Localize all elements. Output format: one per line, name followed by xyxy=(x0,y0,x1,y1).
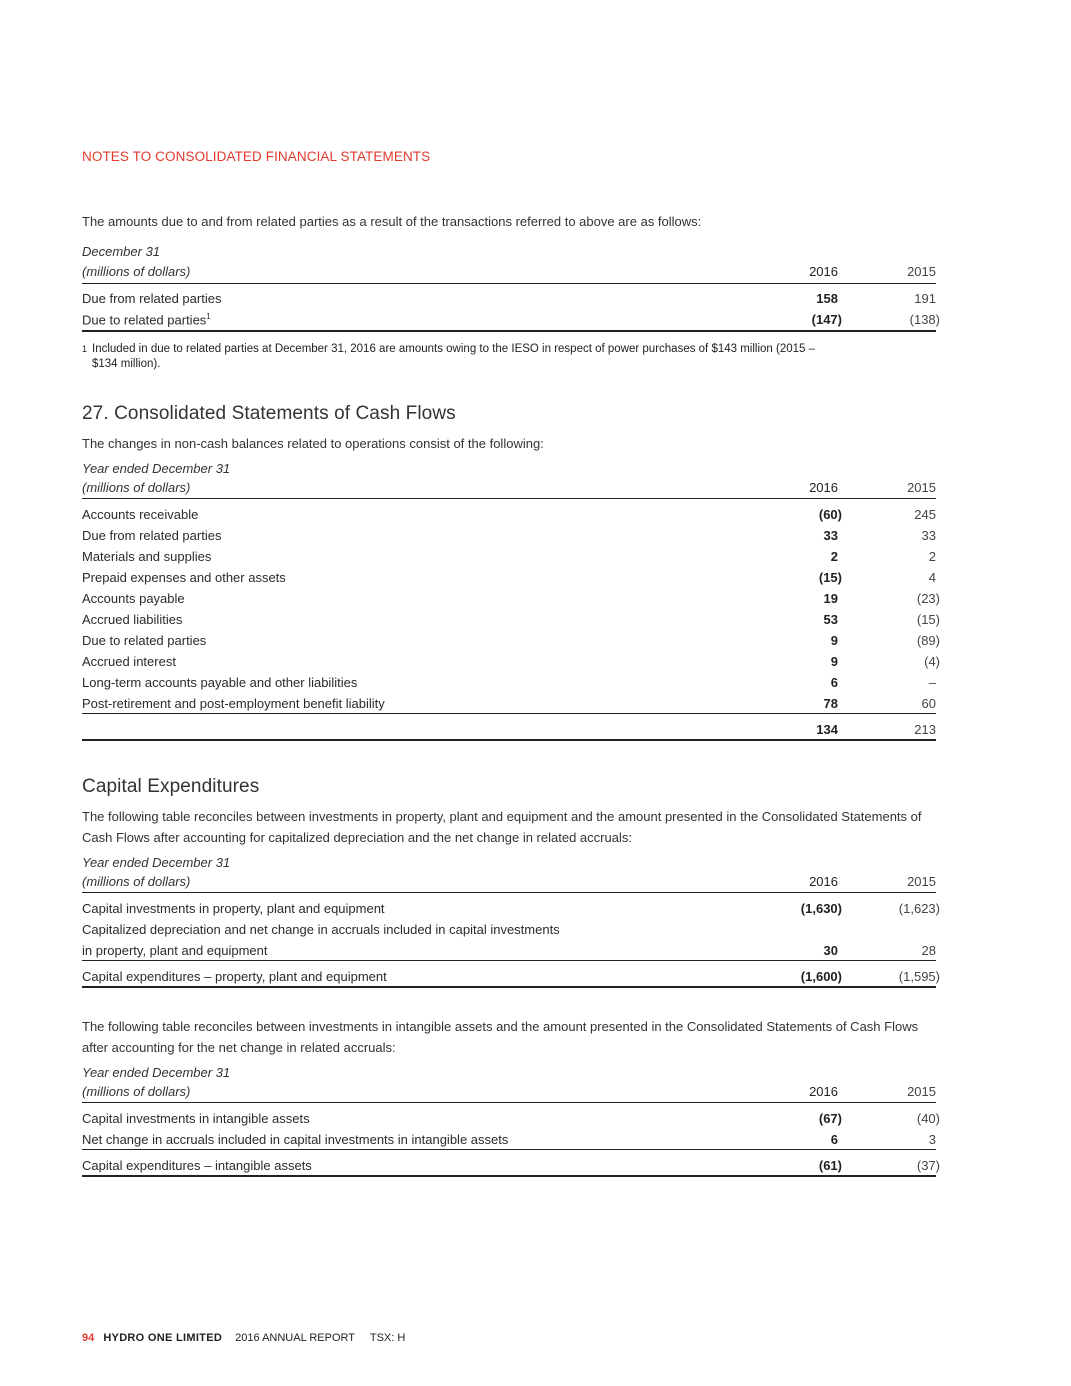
col-2015: 2015 xyxy=(907,264,936,279)
footnote: 1 Included in due to related parties at December 31, 2016 are amounts owing to the IESO in respect of power purchases of $143 million (2015 – $134 million). xyxy=(82,343,816,370)
section-title: 27. Consolidated Statements of Cash Flows xyxy=(82,403,456,424)
page-footer xyxy=(82,1332,405,1344)
table-row: Due from related parties 33 33 xyxy=(82,528,936,543)
total-row: 134 213 xyxy=(816,722,936,737)
table-row: Capital investments in property, plant and equipment (1,630) (1,623) xyxy=(82,901,940,916)
divider xyxy=(82,330,936,332)
company-name: HYDRO ONE LIMITED xyxy=(103,1332,223,1344)
table-row: Accounts payable 19 (23) xyxy=(82,591,940,606)
table-row: Net change in accruals included in capital investments in intangible assets 6 3 xyxy=(82,1132,936,1147)
total-row: Capital expenditures – intangible assets (61) (37) xyxy=(82,1158,940,1173)
divider xyxy=(82,1149,936,1150)
table-row: Post-retirement and post-employment benefit liability 78 60 xyxy=(82,696,936,711)
section-header: NOTES TO CONSOLIDATED FINANCIAL STATEMENTS xyxy=(82,149,431,164)
table-row: Due to related parties$^1$ (147) (138) xyxy=(82,312,940,328)
divider xyxy=(82,1175,936,1177)
report-name: 2016 ANNUAL REPORT xyxy=(235,1332,355,1344)
divider xyxy=(82,1102,936,1103)
table-row: Prepaid expenses and other assets (15) 4 xyxy=(82,570,936,585)
col-2016: 2016 xyxy=(809,264,838,279)
cashflows-intro: The changes in non-cash balances related to operations consist of the following: xyxy=(82,436,544,451)
table-row: Due to related parties 9 (89) xyxy=(82,633,940,648)
page-number: 94 xyxy=(82,1332,95,1344)
table-row: Capital investments in intangible assets (67) (40) xyxy=(82,1111,940,1126)
divider xyxy=(82,713,936,714)
table-head-units: (millions of dollars) xyxy=(82,264,191,279)
table-row: Accrued liabilities 53 (15) xyxy=(82,612,940,627)
intangible-intro: The following table reconciles between investments in intangible assets and the amount presented in the Consolidated Statements of Cash Flows after accounting for the net change in related accruals: xyxy=(82,1019,919,1055)
table-row: Due from related parties 158 191 xyxy=(82,291,936,306)
divider xyxy=(82,892,936,893)
divider xyxy=(82,283,936,284)
table-head-date: December 31 xyxy=(82,244,161,259)
table-row: Capitalized depreciation and net change in accruals included in capital investments xyxy=(82,922,560,937)
divider xyxy=(82,739,936,741)
section-title: Capital Expenditures xyxy=(82,776,260,797)
divider xyxy=(82,498,936,499)
table-row: Materials and supplies 2 2 xyxy=(82,549,936,564)
table-row: Accounts receivable (60) 245 xyxy=(82,507,936,522)
table-row: Long-term accounts payable and other liabilities 6 – xyxy=(82,675,936,690)
table-row: in property, plant and equipment 30 28 xyxy=(82,943,936,958)
table-row: Accrued interest 9 (4) xyxy=(82,654,940,669)
related-parties-intro: The amounts due to and from related parties as a result of the transactions referred to above are as follows: xyxy=(82,214,702,229)
ticker: TSX: H xyxy=(369,1332,406,1344)
footnote-ref: 1 xyxy=(206,312,211,321)
divider xyxy=(82,960,936,961)
capex-intro: The following table reconciles between investments in property, plant and equipment and the amount presented in the Consolidated Statements of Cash Flows after accounting for capitalized depreciation and the net change in related accruals: xyxy=(82,809,922,845)
divider xyxy=(82,986,936,988)
total-row: Capital expenditures – property, plant and equipment (1,600) (1,595) xyxy=(82,969,940,984)
